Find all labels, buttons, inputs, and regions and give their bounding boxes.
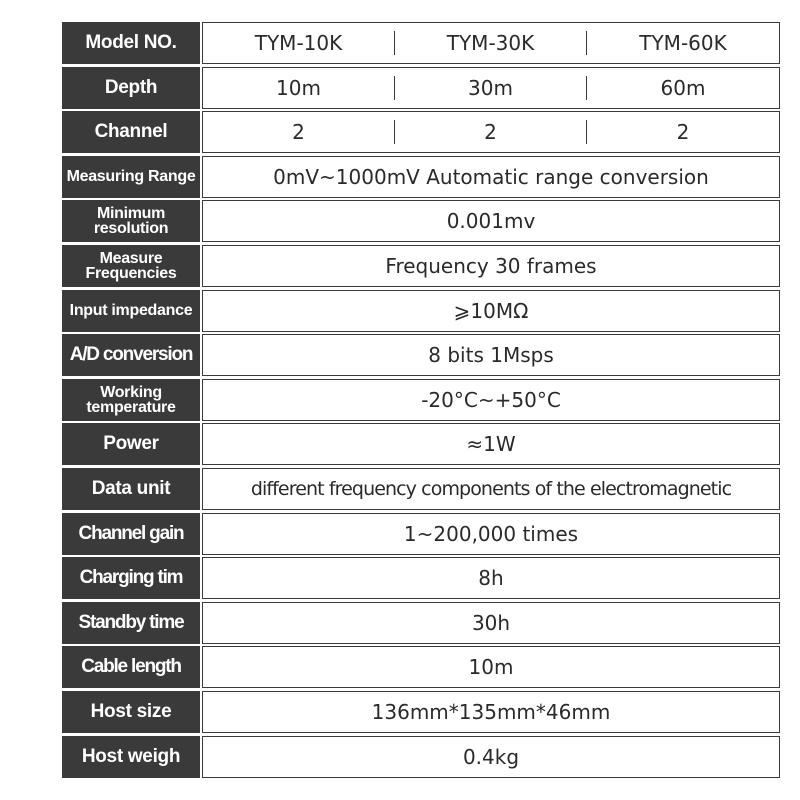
value-channel (202, 111, 780, 153)
depth-tym-10k: 10m (203, 76, 395, 100)
value-power: ≈1W (202, 423, 780, 465)
label-working-temperature: Working temperature (62, 379, 200, 421)
value-data-unit: different frequency components of the electromagnetic (202, 468, 780, 510)
label-channel: Channel (62, 111, 200, 153)
value-measuring-range: 0mV~1000mV Automatic range conversion (202, 156, 780, 198)
value-host-size: 136mm*135mm*46mm (202, 691, 780, 733)
label-standby-time: Standby time (62, 602, 200, 644)
label-power: Power (62, 423, 200, 465)
value-cable-length: 10m (202, 646, 780, 688)
value-input-impedance: ⩾10MΩ (202, 290, 780, 332)
spec-table (62, 22, 780, 778)
label-charging-time: Charging tim (62, 557, 200, 599)
model-tym-10k: TYM-10K (203, 31, 395, 55)
value-working-temperature: -20°C~+50°C (202, 379, 780, 421)
depth-tym-60k: 60m (660, 75, 706, 100)
model-tym-60k: TYM-60K (639, 31, 727, 55)
label-minimum-resolution: Minimum resolution (62, 200, 200, 242)
value-model-no (202, 22, 780, 64)
label-model-no: Model NO. (62, 22, 200, 64)
label-host-weight: Host weigh (62, 736, 200, 778)
value-standby-time: 30h (202, 602, 780, 644)
label-input-impedance: Input impedance (62, 290, 200, 332)
value-channel-gain: 1~200,000 times (202, 513, 780, 555)
label-depth: Depth (62, 67, 200, 109)
label-host-size: Host size (62, 691, 200, 733)
value-depth (202, 67, 780, 109)
depth-tym-30k: 30m (395, 76, 587, 100)
label-ad-conversion: A/D conversion (62, 334, 200, 376)
label-channel-gain: Channel gain (62, 513, 200, 555)
value-measure-frequencies: Frequency 30 frames (202, 245, 780, 287)
label-data-unit: Data unit (62, 468, 200, 510)
value-minimum-resolution: 0.001mv (202, 200, 780, 242)
value-ad-conversion: 8 bits 1Msps (202, 334, 780, 376)
channel-tym-30k: 2 (395, 120, 587, 144)
value-charging-time: 8h (202, 557, 780, 599)
model-tym-30k: TYM-30K (395, 31, 587, 55)
label-measuring-range: Measuring Range (62, 156, 200, 198)
label-measure-frequencies: Measure Frequencies (62, 245, 200, 287)
channel-tym-60k: 2 (676, 120, 690, 145)
value-host-weight: 0.4kg (202, 736, 780, 778)
label-cable-length: Cable length (62, 646, 200, 688)
channel-tym-10k: 2 (203, 120, 395, 144)
